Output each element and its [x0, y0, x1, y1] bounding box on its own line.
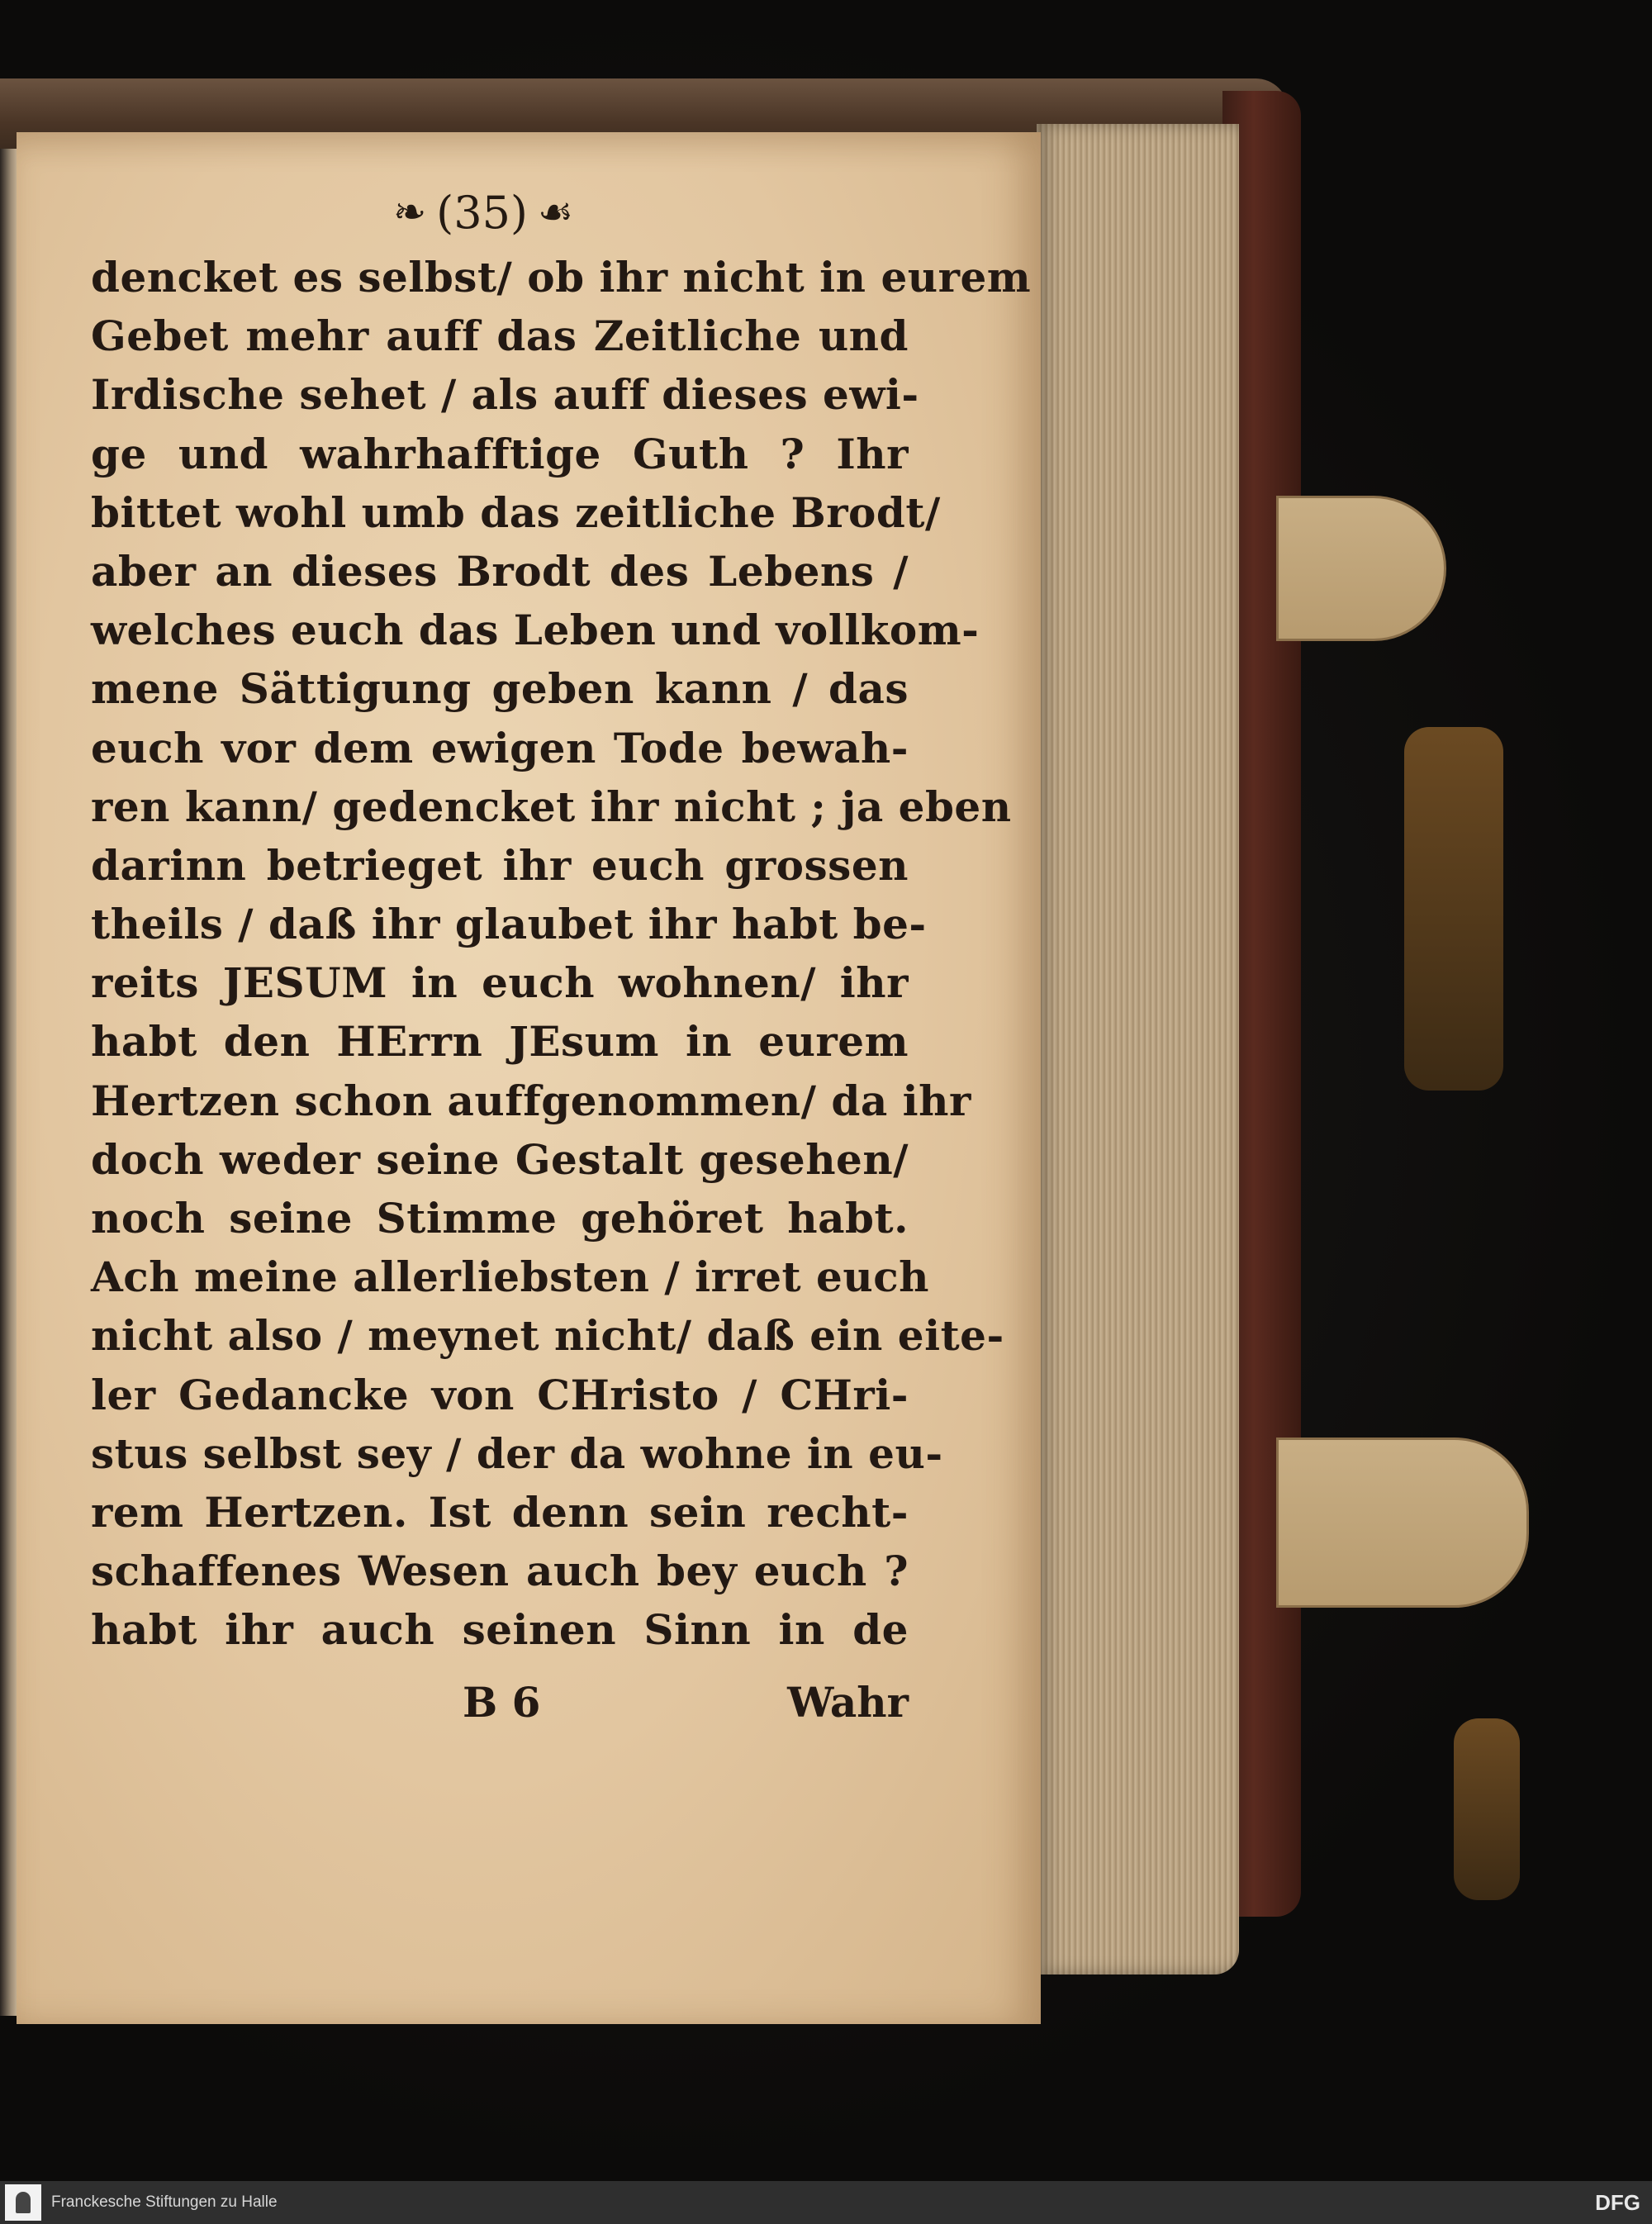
page-number: (35)	[436, 186, 529, 239]
text-line: doch weder seine Gestalt gesehen/	[91, 1134, 909, 1184]
text-line: nicht also / meynet nicht/ daß ein eite-	[91, 1311, 1004, 1361]
metal-clasp-lower	[1454, 1718, 1520, 1900]
text-line: rem Hertzen. Ist denn sein recht-	[91, 1487, 909, 1537]
text-line: Irdische sehet / als auff dieses ewi-	[91, 370, 919, 420]
viewer-footer	[0, 2181, 1652, 2224]
text-line: aber an dieses Brodt des Lebens /	[91, 546, 909, 596]
page-text	[91, 248, 1032, 1660]
page-footer-line	[463, 1673, 909, 1731]
text-line: habt den HErrn JEsum in eurem	[91, 1017, 909, 1067]
text-line: reits JESUM in euch wohnen/ ihr	[91, 958, 909, 1008]
clasp-strap-lower	[1276, 1438, 1529, 1608]
page-header	[363, 183, 603, 241]
text-line: ge und wahrhafftige Guth ? Ihr	[91, 429, 909, 478]
text-line: dencket es selbst/ ob ihr nicht in eurem	[91, 253, 1032, 302]
text-line: ler Gedancke von CHristo / CHri-	[91, 1370, 909, 1419]
metal-clasp-upper	[1404, 727, 1503, 1091]
dfg-logo: DFG	[1595, 2189, 1640, 2215]
page-edges	[1037, 124, 1239, 1975]
ornament-left-icon: ❧	[392, 189, 427, 235]
catchword: Wahr	[787, 1677, 909, 1727]
text-line: Ach meine allerliebsten / irret euch	[91, 1252, 930, 1302]
institution-logo-icon	[5, 2184, 41, 2221]
text-line: noch seine Stimme gehöret habt.	[91, 1194, 909, 1243]
text-line: Gebet mehr auff das Zeitliche und	[91, 311, 909, 361]
text-line: darinn betrieget ihr euch grossen	[91, 840, 909, 890]
text-line: habt ihr auch seinen Sinn in de	[91, 1605, 909, 1655]
facing-page-edge	[0, 149, 18, 2016]
text-line: ren kann/ gedencket ihr nicht ; ja eben	[91, 782, 1012, 831]
text-line: stus selbst sey / der da wohne in eu-	[91, 1428, 943, 1478]
text-line: mene Sättigung geben kann / das	[91, 664, 909, 714]
text-line: welches euch das Leben und vollkom-	[91, 606, 980, 655]
text-line: schaffenes Wesen auch bey euch ?	[91, 1547, 909, 1596]
ornament-right-icon: ☙	[538, 189, 574, 235]
text-line: bittet wohl umb das zeitliche Brodt/	[91, 487, 941, 537]
text-line: Hertzen schon auffgenommen/ da ihr	[91, 1076, 971, 1125]
institution-name: Franckesche Stiftungen zu Halle	[51, 2193, 278, 2211]
text-line: euch vor dem ewigen Tode bewah-	[91, 723, 909, 772]
signature-mark: B 6	[463, 1677, 541, 1727]
clasp-strap-upper	[1276, 496, 1446, 641]
text-line: theils / daß ihr glaubet ihr habt be-	[91, 900, 927, 949]
